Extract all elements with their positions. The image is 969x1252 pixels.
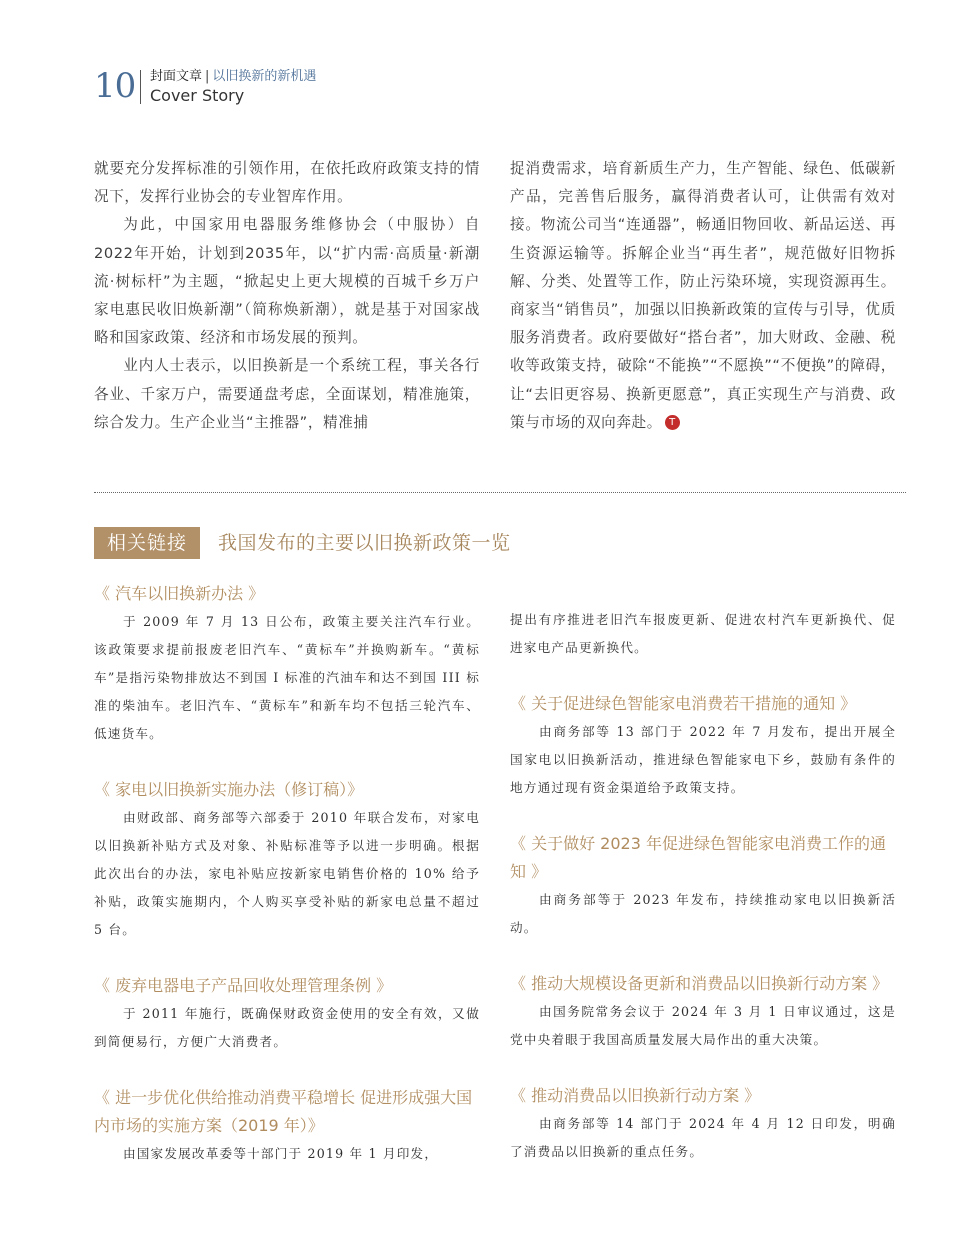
- policy-column-left: [94, 580, 480, 1168]
- policy-title: 《 关于促进绿色智能家电消费若干措施的通知 》: [510, 694, 857, 713]
- policy-body: 由商务部等 13 部门于 2022 年 7 月发布，提出开展全国家电以旧换新活动，推进绿色智能家电下乡，鼓励有条件的地方通过现有资金渠道给予政策支持。: [510, 724, 896, 795]
- policy-body: 提出有序推进老旧汽车报废更新、促进农村汽车更新换代、促进家电产品更新换代。: [510, 612, 896, 655]
- policy-item: [94, 580, 480, 748]
- policy-body: 于 2009 年 7 月 13 日公布，政策主要关注汽车行业。该政策要求提前报废老旧汽车、“黄标车”并换购新车。“黄标车”是指污染物排放达不到国 I 标准的汽油车和达不到国 III 标准的柴油车。老旧汽车、“黄标车”和新车均不包括三轮汽车、低速货车。: [94, 614, 480, 741]
- article-paragraph: [510, 155, 896, 437]
- policy-title: 《 家电以旧换新实施办法（修订稿）》: [94, 780, 364, 799]
- policy-item: [94, 1084, 480, 1168]
- article-paragraph-text: 捉消费需求，培育新质生产力，生产智能、绿色、低碳新产品，完善售后服务，赢得消费者认可，让供需有效对接。物流公司当“连通器”，畅通旧物回收、新品运送、再生资源运输等。拆解企业当“再生者”，规范做好旧物拆解、分类、处置等工作，防止污染环境，实现资源再生。商家当“销售员”，加强以旧换新政策的宣传与引导，优质服务消费者。政府要做好“搭台者”，加大财政、金融、税收等政策支持，破除“不能换”“不愿换”“不便换”的障碍，让“去旧更容易、换新更愿意”，真正实现生产与消费、政策与市场的双向奔赴。: [510, 160, 896, 431]
- policy-title: 《 推动消费品以旧换新行动方案 》: [510, 1086, 761, 1105]
- section-label: 封面文章: [150, 69, 203, 84]
- section-label-en: Cover Story: [150, 86, 245, 105]
- policy-body: 由国家发展改革委等十部门于 2019 年 1 月印发，: [122, 1146, 439, 1161]
- topic-label: 以旧换新的新机遇: [212, 69, 317, 84]
- policy-item: [510, 1082, 896, 1166]
- policy-item: [510, 970, 896, 1054]
- page-number: 10: [94, 66, 136, 106]
- article-column-right: [510, 155, 896, 437]
- policy-title: 《 废弃电器电子产品回收处理管理条例 》: [94, 976, 393, 995]
- policy-title: 《 关于做好 2023 年促进绿色智能家电消费工作的通知 》: [510, 834, 886, 881]
- article-paragraph: 为此，中国家用电器服务维修协会（中服协）自2022年开始，计划到2035年，以“扩内需·高质量·新潮流·树标杆”为主题，“掀起史上更大规模的百城千乡万户家电惠民收旧焕新潮”（简称焕新潮），就是基于对国家战略和国家政策、经济和市场发展的预判。: [94, 216, 480, 347]
- policy-item-continued: [510, 606, 896, 662]
- end-mark-icon: T: [665, 415, 680, 430]
- article-paragraph: 就要充分发挥标准的引领作用，在依托政府政策支持的情况下，发挥行业协会的专业智库作用。: [94, 160, 480, 206]
- policy-body: 由国务院常务会议于 2024 年 3 月 1 日审议通过，这是党中央着眼于我国高质量发展大局作出的重大决策。: [510, 1004, 896, 1047]
- header-section-line: [150, 68, 316, 86]
- policy-body: 由商务部等 14 部门于 2024 年 4 月 12 日印发，明确了消费品以旧换新的重点任务。: [510, 1116, 896, 1159]
- policy-title: 《 推动大规模设备更新和消费品以旧换新行动方案 》: [510, 974, 889, 993]
- policy-item: [94, 776, 480, 944]
- article-paragraph: 业内人士表示，以旧换新是一个系统工程，事关各行各业、千家万户，需要通盘考虑，全面谋划，精准施策，综合发力。生产企业当“主推器”，精准捕: [94, 357, 480, 431]
- policy-column-right: [510, 606, 896, 1166]
- policy-title: 《 进一步优化供给推动消费平稳增长 促进形成强大国内市场的实施方案（2019 年）》: [94, 1088, 473, 1135]
- policy-item: [510, 830, 896, 942]
- policy-body: 由财政部、商务部等六部委于 2010 年联合发布，对家电以旧换新补贴方式及对象、补贴标准等予以进一步明确。根据此次出台的办法，家电补贴应按新家电销售价格的 10% 给予补贴，政策实施期内，个人购买享受补贴的新家电总量不超过 5 台。: [94, 810, 480, 937]
- policy-item: [510, 690, 896, 802]
- header-separator: |: [205, 69, 210, 84]
- section-divider: [94, 492, 906, 493]
- related-links-tag: 相关链接: [94, 527, 200, 559]
- policy-body: 于 2011 年施行，既确保财政资金使用的安全有效，又做到简便易行，方便广大消费者。: [94, 1006, 480, 1049]
- article-column-left: [94, 155, 480, 437]
- policy-item: [94, 972, 480, 1056]
- related-links-title: 我国发布的主要以旧换新政策一览: [218, 532, 511, 554]
- header-divider: [140, 70, 141, 104]
- policy-title: 《 汽车以旧换新办法 》: [94, 584, 265, 603]
- policy-body: 由商务部等于 2023 年发布，持续推动家电以旧换新活动。: [510, 892, 896, 935]
